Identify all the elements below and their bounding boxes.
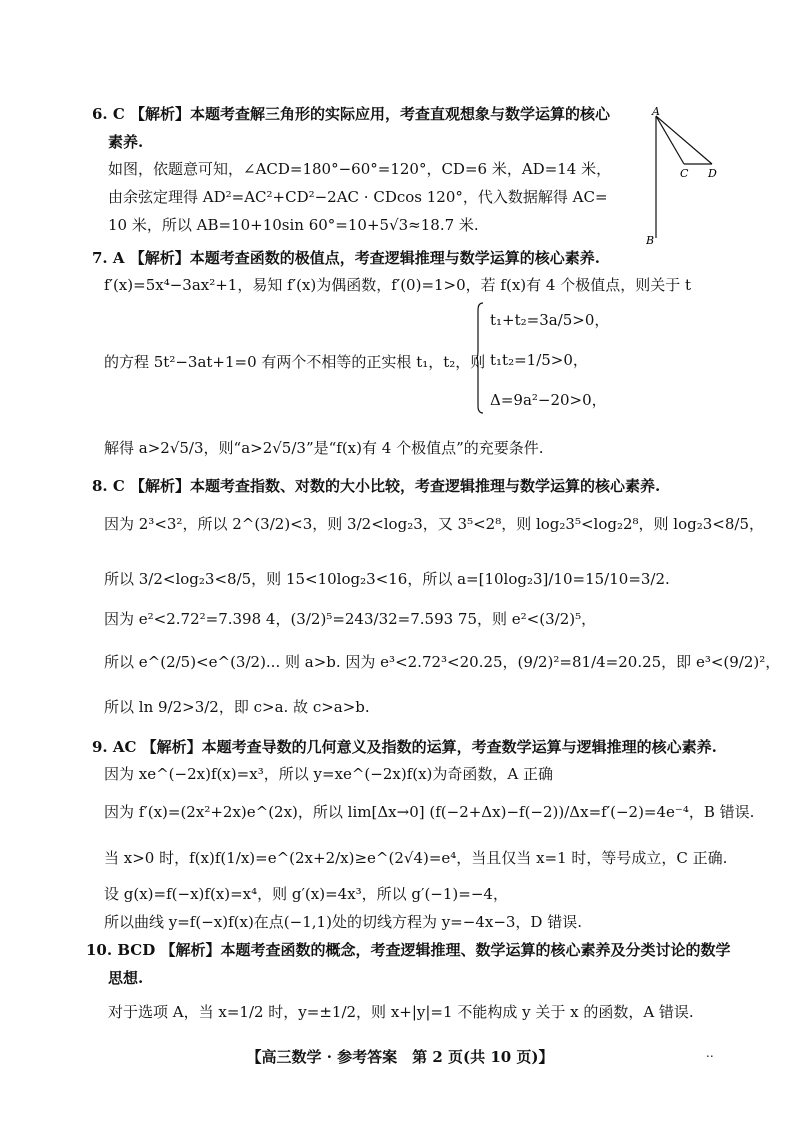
- figure-label-c: C: [680, 167, 689, 180]
- figure-label-d: D: [708, 167, 717, 180]
- q6-header-cont: 素养.: [108, 133, 144, 151]
- q7-line-1: f′(x)=5x⁴−3ax²+1，易知 f′(x)为偶函数，f′(0)=1>0，若 f(x)有 4 个极值点，则关于 t: [104, 276, 692, 294]
- q9-line-1: 因为 xe^(−2x)f(x)=x³，所以 y=xe^(−2x)f(x)为奇函数，A 正确: [104, 765, 554, 783]
- q10-line-1: 对于选项 A，当 x=1/2 时，y=±1/2，则 x+|y|=1 不能构成 y 关于 x 的函数，A 错误.: [108, 1003, 694, 1021]
- q8-line-3: 因为 e²<2.72²=7.398 4，(3/2)⁵=243/32=7.593 75，则 e²<(3/2)⁵，: [104, 610, 597, 628]
- q8-line-5: 所以 ln 9/2>3/2，即 c>a. 故 c>a>b.: [104, 698, 370, 716]
- left-brace: [476, 302, 484, 414]
- q8-header: 8. C 【解析】本题考查指数、对数的大小比较，考查逻辑推理与数学运算的核心素养.: [92, 477, 661, 495]
- q7-system-row-2: t₁t₂=1/5>0，: [490, 351, 588, 369]
- q9-header: 9. AC 【解析】本题考查导数的几何意义及指数的运算，考查数学运算与逻辑推理的核心素养.: [92, 738, 717, 756]
- q9-line-3: 当 x>0 时，f(x)f(1/x)=e^(2x+2/x)≥e^(2√4)=e⁴，当且仅当 x=1 时，等号成立，C 正确.: [104, 849, 728, 867]
- q6-header: 6. C 【解析】本题考查解三角形的实际应用，考查直观想象与数学运算的核心: [92, 105, 611, 123]
- corner-mark: ..: [706, 1046, 714, 1060]
- q10-header: 10. BCD 【解析】本题考查函数的概念，考查逻辑推理、数学运算的核心素养及分类讨论的数学: [86, 941, 731, 959]
- q8-line-4: 所以 e^(2/5)<e^(3/2)... 则 a>b. 因为 e³<2.72³<20.25，(9/2)²=81/4=20.25，即 e³<(9/2)²，: [104, 653, 781, 671]
- figure-label-b: B: [646, 234, 655, 244]
- q10-header-cont: 思想.: [108, 969, 144, 987]
- q6-line-2: 由余弦定理得 AD²=AC²+CD²−2AC · CDcos 120°，代入数据解得 AC=: [108, 188, 608, 206]
- figure-label-a: A: [652, 105, 660, 118]
- q7-line-2: 的方程 5t²−3at+1=0 有两个不相等的正实根 t₁，t₂，则: [104, 353, 486, 371]
- q7-line-3: 解得 a>2√5/3，则“a>2√5/3”是“f(x)有 4 个极值点”的充要条件.: [104, 439, 544, 457]
- q9-line-4: 设 g(x)=f(−x)f(x)=x⁴，则 g′(x)=4x³，所以 g′(−1)=−4，: [104, 885, 508, 903]
- q6-line-3: 10 米，所以 AB=10+10sin 60°=10+5√3≈18.7 米.: [108, 216, 479, 234]
- q7-equation-system: [476, 302, 736, 420]
- q8-line-2: 所以 3/2<log₂3<8/5，则 15<10log₂3<16，所以 a=[10log₂3]/10=15/10=3/2.: [104, 570, 670, 588]
- q9-line-5: 所以曲线 y=f(−x)f(x)在点(−1,1)处的切线方程为 y=−4x−3，D 错误.: [104, 913, 582, 931]
- q7-header: 7. A 【解析】本题考查函数的极值点，考查逻辑推理与数学运算的核心素养.: [92, 249, 600, 267]
- q7-system-row-1: t₁+t₂=3a/5>0，: [490, 311, 610, 329]
- q6-triangle-figure: [646, 104, 726, 244]
- q7-system-row-3: Δ=9a²−20>0，: [490, 391, 607, 409]
- q8-line-1: 因为 2³<3²，所以 2^(3/2)<3，则 3/2<log₂3，又 3⁵<2⁸，则 log₂3⁵<log₂2⁸，则 log₂3<8/5，: [104, 515, 765, 533]
- q6-line-1: 如图，依题意可知，∠ACD=180°−60°=120°，CD=6 米，AD=14 米，: [108, 160, 612, 178]
- q9-line-2: 因为 f′(x)=(2x²+2x)e^(2x)，所以 lim[Δx→0] (f(−2+Δx)−f(−2))/Δx=f′(−2)=4e⁻⁴，B 错误.: [104, 803, 755, 821]
- page-footer: 【高三数学 · 参考答案 第 2 页(共 10 页)】: [246, 1048, 554, 1066]
